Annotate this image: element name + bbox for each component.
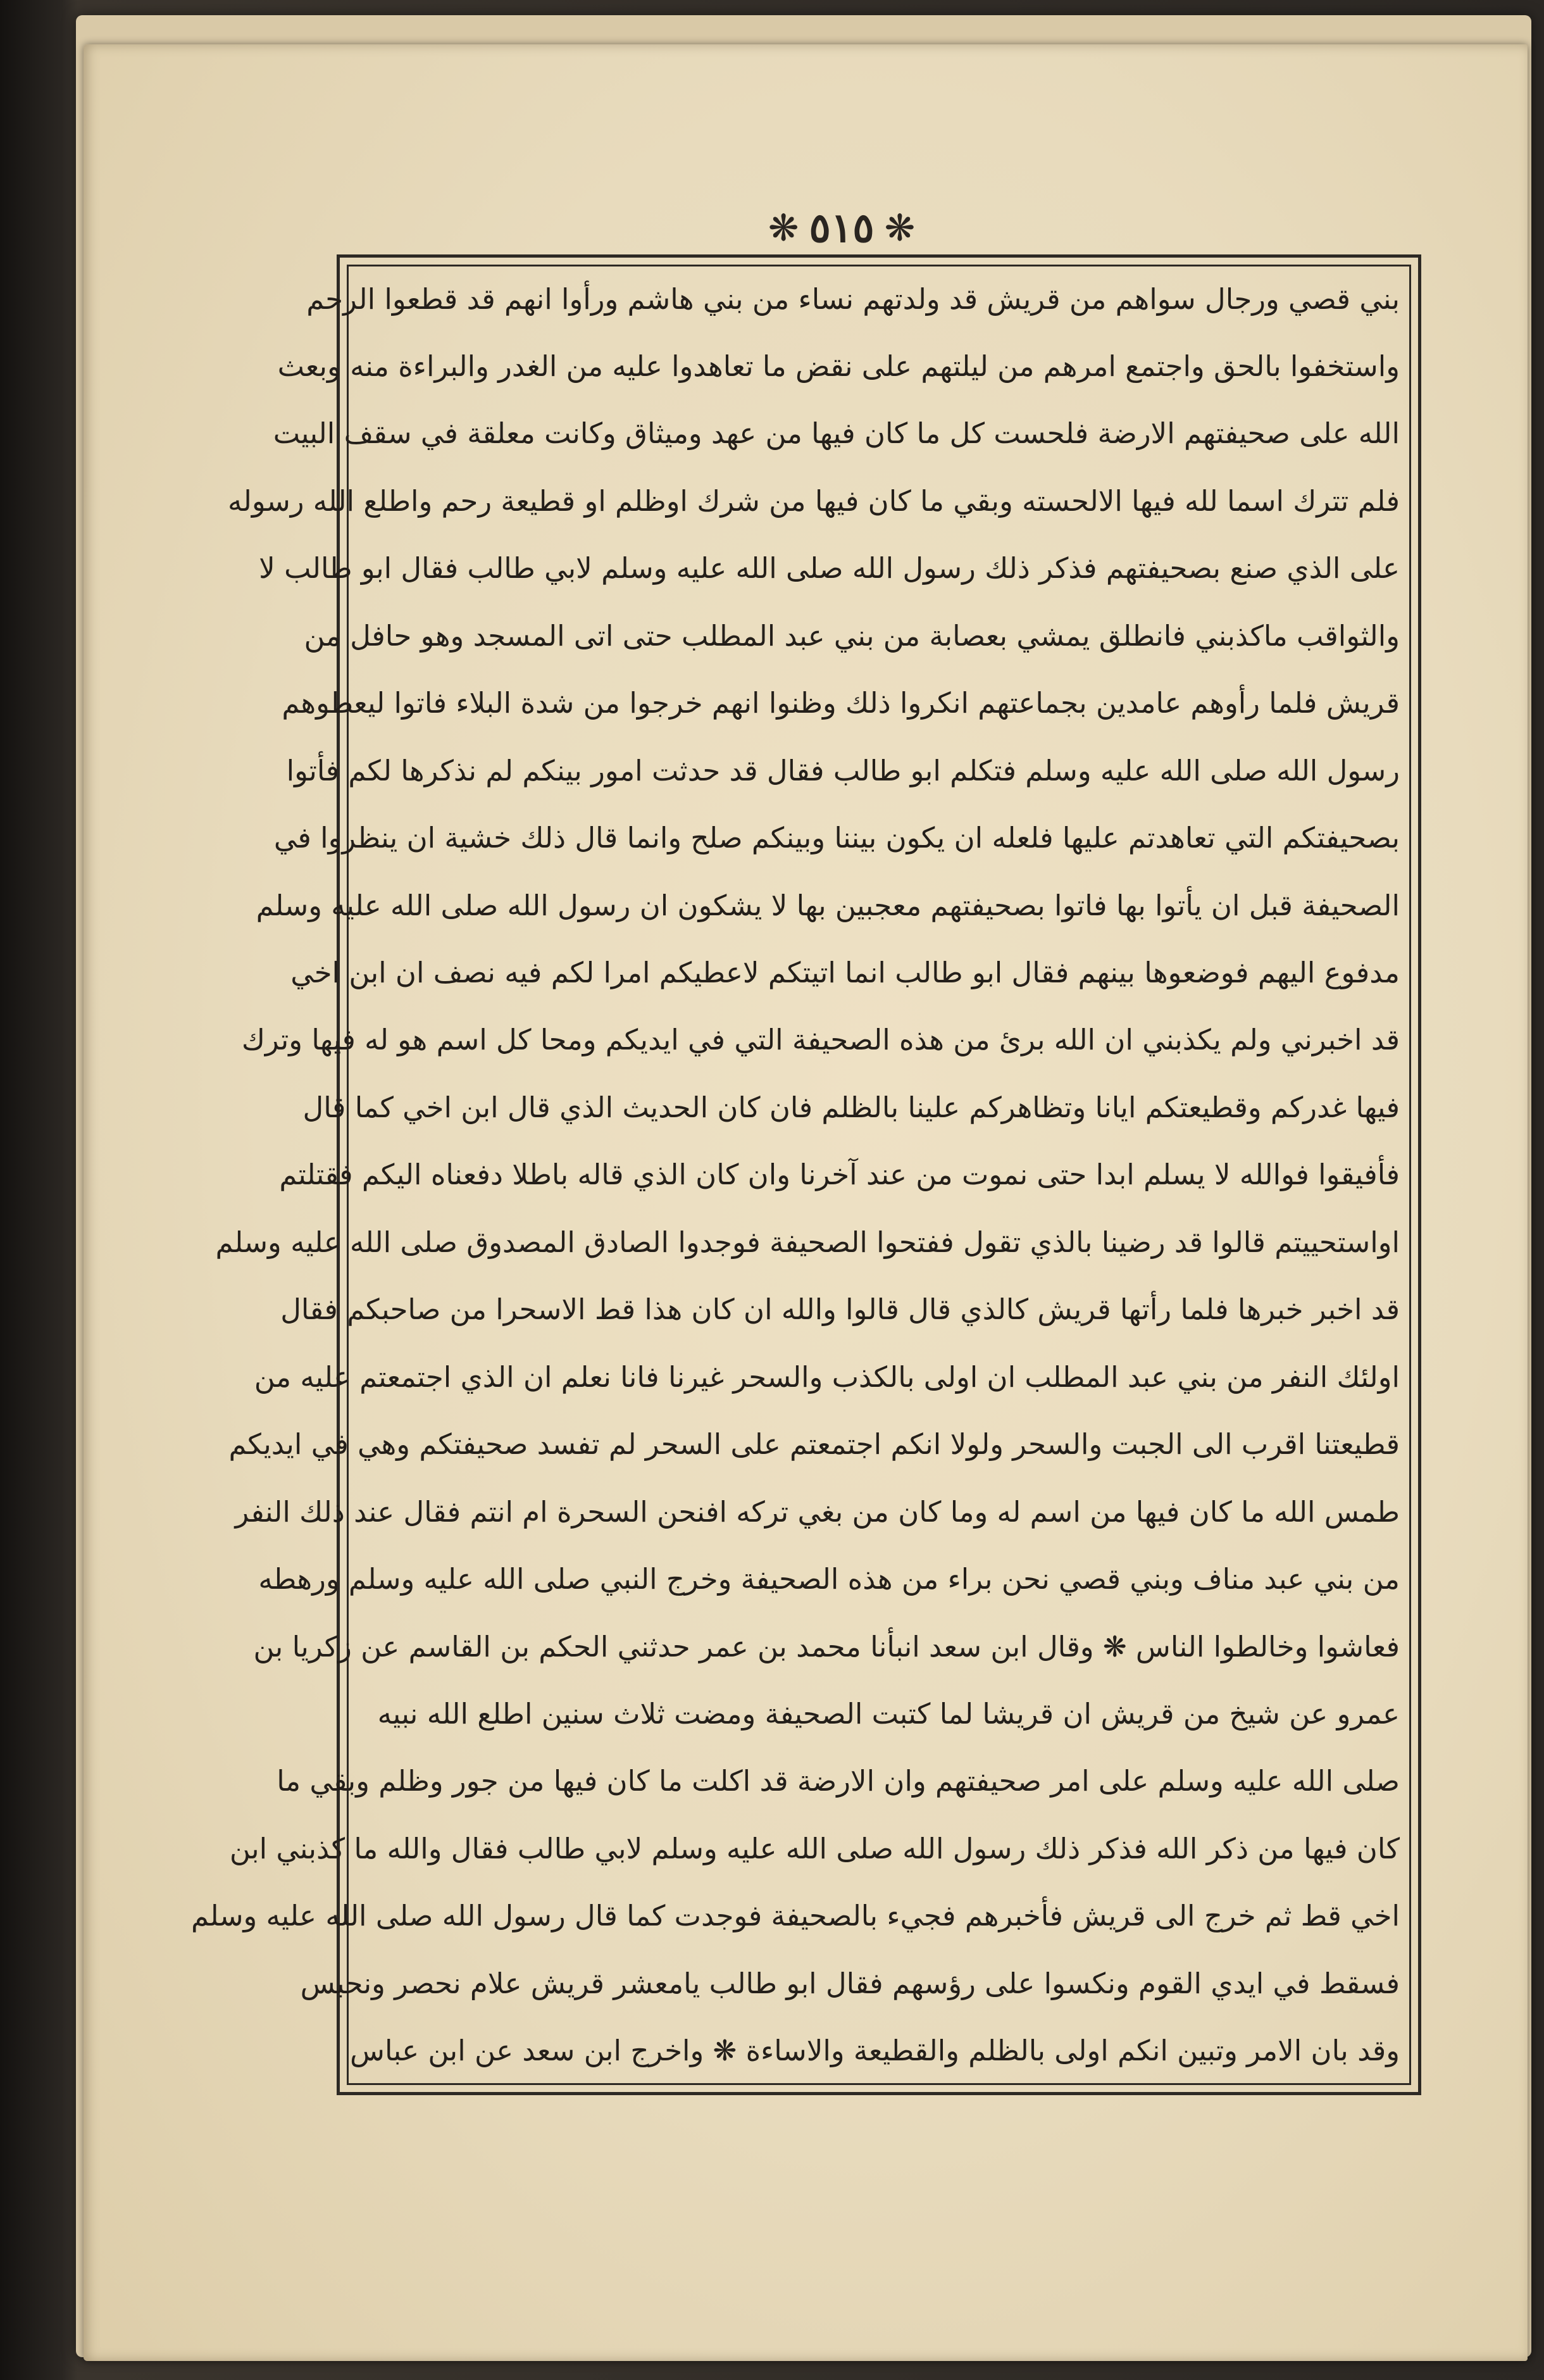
text-line: وقد بان الامر وتبين انكم اولى بالظلم والقطيعة والاساءة ❋ واخرج ابن سعد عن ابن عباس xyxy=(350,2034,1400,2068)
page-number: ٥١٥ xyxy=(809,204,875,252)
ornament-left-icon: ❋ xyxy=(768,206,799,249)
text-line: الله على صحيفتهم الارضة فلحست كل ما كان فيها من عهد وميثاق وكانت معلقة في سقف البيت xyxy=(273,416,1400,451)
text-line: قد اخبرني ولم يكذبني ان الله برئ من هذه الصحيفة التي في ايديكم ومحا كل اسم هو له فيها وترك xyxy=(241,1023,1400,1057)
text-line: اولئك النفر من بني عبد المطلب ان اولى بالكذب والسحر غيرنا فانا نعلم ان الذي اجتمعتم عليه من xyxy=(254,1360,1400,1394)
text-line: كان فيها من ذكر الله فذكر ذلك رسول الله صلى الله عليه وسلم لابي طالب فقال والله ما كذبني ابن xyxy=(229,1831,1400,1865)
text-line: فلم تترك اسما لله فيها الالحسته وبقي ما كان فيها من شرك اوظلم او قطيعة رحم واطلع الله رسوله xyxy=(227,484,1400,518)
text-line: صلى الله عليه وسلم على امر صحيفتهم وان الارضة قد اكلت ما كان فيها من جور وظلم وبقي ما xyxy=(277,1764,1400,1798)
text-line: قد اخبر خبرها فلما رأتها قريش كالذي قال قالوا والله ان كان هذا قط الاسحرا من صاحبكم فقال xyxy=(280,1293,1400,1327)
text-line: قطيعتنا اقرب الى الجبت والسحر ولولا انكم اجتمعتم على السحر لم تفسد صحيفتكم وهي في ايديكم xyxy=(228,1427,1400,1462)
text-line: فيها غدركم وقطيعتكم ايانا وتظاهركم علينا بالظلم فان كان الحديث الذي قال ابن اخي كما قال xyxy=(302,1090,1400,1124)
text-line: فسقط في ايدي القوم ونكسوا على رؤسهم فقال ابو طالب يامعشر قريش علام نحصر ونحبس xyxy=(300,1966,1400,2000)
text-line: اواستحييتم قالوا قد رضينا بالذي تقول ففتحوا الصحيفة فوجدوا الصادق المصدوق صلى الله عليه وسلم xyxy=(215,1225,1400,1259)
text-line: مدفوع اليهم فوضعوها بينهم فقال ابو طالب انما اتيتكم لاعطيكم امرا لكم فيه نصف ان ابن اخي xyxy=(290,956,1400,990)
text-line: الصحيفة قبل ان يأتوا بها فاتوا بصحيفتهم معجبين بها لا يشكون ان رسول الله صلى الله عليه وسلم xyxy=(256,888,1400,922)
text-line: بني قصي ورجال سواهم من قريش قد ولدتهم نساء من بني هاشم ورأوا انهم قد قطعوا الرحم xyxy=(306,282,1400,316)
text-block xyxy=(190,276,1400,2074)
text-line: عمرو عن شيخ من قريش ان قريشا لما كتبت الصحيفة ومضت ثلاث سنين اطلع الله نبيه xyxy=(377,1697,1400,1731)
text-line: على الذي صنع بصحيفتهم فذكر ذلك رسول الله صلى الله عليه وسلم لابي طالب فقال ابو طالب لا xyxy=(259,551,1400,586)
text-line: طمس الله ما كان فيها من اسم له وما كان من بغي تركه افنحن السحرة ام انتم فقال عند ذلك النفر xyxy=(235,1494,1400,1529)
text-line: من بني عبد مناف وبني قصي نحن براء من هذه الصحيفة وخرج النبي صلى الله عليه وسلم ورهطه xyxy=(258,1562,1400,1596)
text-line: اخي قط ثم خرج الى قريش فأخبرهم فجيء بالصحيفة فوجدت كما قال رسول الله صلى الله عليه وسلم xyxy=(190,1899,1400,1933)
text-line: رسول الله صلى الله عليه وسلم فتكلم ابو طالب فقال قد حدثت امور بينكم لم نذكرها لكم فأتوا xyxy=(286,753,1400,787)
text-line: واستخفوا بالحق واجتمع امرهم من ليلتهم على نقض ما تعاهدوا عليه من الغدر والبراءة منه وبعث xyxy=(277,349,1400,383)
ornament-right-icon: ❋ xyxy=(884,206,916,249)
text-line: والثواقب ماكذبني فانطلق يمشي بعصابة من بني عبد المطلب حتى اتى المسجد وهو حافل من xyxy=(304,618,1400,653)
text-line: فعاشوا وخالطوا الناس ❋ وقال ابن سعد انبأنا محمد بن عمر حدثني الحكم بن القاسم عن زكريا بن xyxy=(253,1629,1400,1663)
text-line: بصحيفتكم التي تعاهدتم عليها فلعله ان يكون بيننا وبينكم صلح وانما قال ذلك خشية ان ينظروا في xyxy=(273,821,1400,855)
text-line: فأفيقوا فوالله لا يسلم ابدا حتى نموت من عند آخرنا وان كان الذي قاله باطلا دفعناه اليكم فقتلتم xyxy=(279,1158,1400,1192)
text-line: قريش فلما رأوهم عامدين بجماعتهم انكروا ذلك وظنوا انهم خرجوا من شدة البلاء فاتوا ليعطوهم xyxy=(282,686,1400,720)
